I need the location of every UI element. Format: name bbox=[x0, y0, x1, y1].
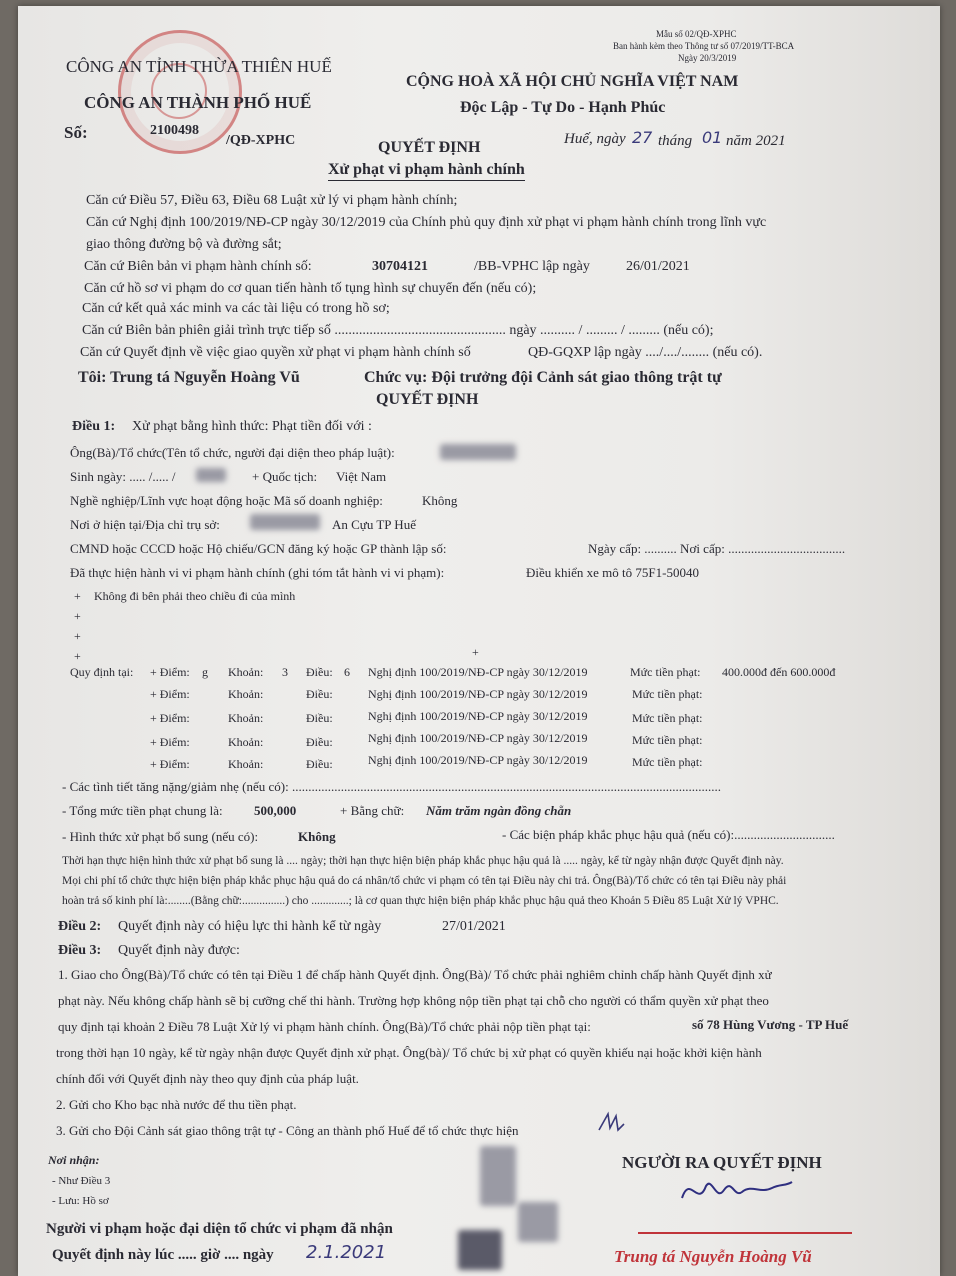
occupation-value: Không bbox=[422, 493, 458, 508]
reg-3-dieu-label: Điều: bbox=[306, 711, 333, 725]
reg-5-decree: Nghị định 100/2019/NĐ-CP ngày 30/12/2019 bbox=[368, 753, 588, 767]
id-label: CMND hoặc CCCD hoặc Hộ chiếu/GCN đăng ký hoặc GP thành lập số: bbox=[70, 541, 447, 556]
signature-underline bbox=[638, 1232, 852, 1234]
plus-4: + bbox=[74, 649, 81, 663]
reg-3-khoan-label: Khoản: bbox=[228, 711, 264, 725]
nationality-label: + Quốc tịch: bbox=[252, 469, 318, 484]
reg-4-dieu-label: Điều: bbox=[306, 735, 333, 749]
basis-line-7: Căn cứ Quyết định về việc giao quyền xử phạt vi phạm hành chính số bbox=[80, 345, 471, 360]
article-2-text: Quyết định này có hiệu lực thi hành kể từ ngày bbox=[118, 919, 382, 934]
report-number: 30704121 bbox=[372, 259, 428, 274]
recipients-label: Nơi nhận: bbox=[48, 1153, 100, 1167]
article-3-line-6: 2. Gửi cho Kho bạc nhà nước để thu tiền phạt. bbox=[56, 1097, 297, 1112]
reg-3-muc-label: Mức tiền phạt: bbox=[632, 711, 703, 725]
circumstances: - Các tình tiết tăng nặng/giảm nhẹ (nếu có): .................................................................................................................................... bbox=[62, 779, 721, 794]
article-3-text: Quyết định này được: bbox=[118, 943, 240, 958]
basis-line-1: Căn cứ Điều 57, Điều 63, Điều 68 Luật xử lý vi phạm hành chính; bbox=[86, 193, 458, 208]
reg-4-diem-label: + Điểm: bbox=[150, 735, 190, 749]
reg-2-decree: Nghị định 100/2019/NĐ-CP ngày 30/12/2019 bbox=[368, 687, 588, 701]
cost-text-1: Mọi chi phí tổ chức thực hiện biện pháp khắc phục hậu quả do cá nhân/tổ chức vi phạm có tên tại Điều này chi trả. Ông(Bà)/Tổ chức có tên tại Điều này phải bbox=[62, 875, 787, 887]
redacted-address bbox=[250, 514, 320, 530]
reg-1-dieu-label: Điều: bbox=[306, 665, 333, 679]
reg-1-khoan: 3 bbox=[282, 665, 288, 679]
reg-3-diem-label: + Điểm: bbox=[150, 711, 190, 725]
reg-2-khoan-label: Khoản: bbox=[228, 687, 264, 701]
decision-heading: QUYẾT ĐỊNH bbox=[376, 391, 479, 408]
violation-label: Đã thực hiện hành vi vi phạm hành chính (ghi tóm tắt hành vi vi phạm): bbox=[70, 565, 445, 580]
basis-line-2a: Căn cứ Nghị định 100/2019/NĐ-CP ngày 30/12/2019 của Chính phủ quy định xử phạt vi phạm hành chính trong lĩnh vực bbox=[86, 215, 767, 230]
so-number: 2100498 bbox=[150, 123, 199, 138]
official-name: Tôi: Trung tá Nguyễn Hoàng Vũ bbox=[78, 369, 300, 386]
basis-line-5: Căn cứ kết quả xác minh va các tài liệu có trong hồ sơ; bbox=[82, 301, 390, 316]
so-label: Số: bbox=[64, 123, 88, 142]
redacted-block-3 bbox=[458, 1230, 502, 1270]
in-words-label: + Bằng chữ: bbox=[340, 803, 405, 818]
plus-2: + bbox=[74, 609, 81, 623]
signer-stamp-name: Trung tá Nguyễn Hoàng Vũ bbox=[614, 1247, 812, 1266]
form-date: Ngày 20/3/2019 bbox=[678, 53, 737, 63]
nationality-value: Việt Nam bbox=[336, 469, 387, 484]
redacted-block-1 bbox=[480, 1146, 516, 1206]
month-label: tháng bbox=[658, 133, 693, 149]
reg-1-muc: 400.000đ đến 600.000đ bbox=[722, 665, 836, 679]
article-3-line-7: 3. Gửi cho Đội Cảnh sát giao thông trật tự - Công an thành phố Huế để tổ chức thực hiện bbox=[56, 1123, 519, 1138]
article-3-line-3: quy định tại khoản 2 Điều 78 Luật Xử lý vi phạm hành chính. Ông(Bà)/Tổ chức phải nộp tiền phạt tại: bbox=[58, 1019, 591, 1034]
basis-line-3: Căn cứ Biên bản vi phạm hành chính số: bbox=[84, 259, 312, 274]
address-value: An Cựu TP Huế bbox=[332, 517, 416, 532]
article-3-line-4: trong thời hạn 10 ngày, kể từ ngày nhận được Quyết định xử phạt. Ông(bà)/ Tổ chức bị xử phạt có quyền khiếu nại hoặc khởi kiện hành bbox=[56, 1045, 762, 1060]
recipient-1: - Như Điều 3 bbox=[52, 1175, 111, 1187]
article-1-text: Xử phạt bằng hình thức: Phạt tiền đối với : bbox=[132, 419, 372, 434]
address-label: Nơi ở hiện tại/Địa chỉ trụ sở: bbox=[70, 517, 220, 532]
received-time-label: Quyết định này lúc ..... giờ .... ngày bbox=[52, 1247, 274, 1263]
remedial-measures: - Các biện pháp khắc phục hậu quả (nếu có):............................... bbox=[502, 827, 835, 842]
total-fine-label: - Tổng mức tiền phạt chung là: bbox=[62, 803, 223, 818]
doc-title: QUYẾT ĐỊNH bbox=[378, 139, 481, 156]
article-1-label: Điều 1: bbox=[72, 419, 116, 434]
article-3-line-1: 1. Giao cho Ông(Bà)/Tổ chức có tên tại Điều 1 để chấp hành Quyết định. Ông(Bà)/ Tổ chức phải nghiêm chỉnh chấp hành Quyết định xử bbox=[58, 967, 772, 982]
basis-line-3-rest: /BB-VPHC lập ngày bbox=[474, 259, 590, 274]
reg-4-khoan-label: Khoản: bbox=[228, 735, 264, 749]
in-words-value: Năm trăm ngàn đồng chẵn bbox=[426, 803, 572, 818]
deadline-text: Thời hạn thực hiện hình thức xử phạt bổ sung là .... ngày; thời hạn thực hiện biện pháp khắc phục hậu quả là ..... ngày, kể từ ngày nhận được Quyết định này. bbox=[62, 855, 784, 867]
basis-line-2b: giao thông đường bộ và đường sắt; bbox=[86, 237, 282, 252]
agency-province: CÔNG AN TỈNH THỪA THIÊN HUẾ bbox=[66, 57, 332, 76]
reg-5-dieu-label: Điều: bbox=[306, 757, 333, 771]
vehicle-info: Điều khiển xe mô tô 75F1-50040 bbox=[526, 565, 699, 580]
basis-line-6: Căn cứ Biên bản phiên giải trình trực tiếp số ................................................. ngày .......... / ......... / ......... (nếu có); bbox=[82, 323, 714, 338]
plus-5: + bbox=[472, 645, 479, 659]
republic-title: CỘNG HOÀ XÃ HỘI CHỦ NGHĨA VIỆT NAM bbox=[406, 73, 739, 90]
reg-5-muc-label: Mức tiền phạt: bbox=[632, 755, 703, 769]
effective-date: 27/01/2021 bbox=[442, 919, 506, 934]
reg-3-decree: Nghị định 100/2019/NĐ-CP ngày 30/12/2019 bbox=[368, 709, 588, 723]
article-3-label: Điều 3: bbox=[58, 943, 102, 958]
redacted-dob bbox=[196, 468, 226, 482]
article-3-line-2: phạt này. Nếu không chấp hành sẽ bị cưỡng chế thi hành. Trường hợp không nộp tiền phạt tại chỗ cho người có thẩm quyền xử phạt theo bbox=[58, 993, 769, 1008]
redacted-name bbox=[440, 444, 516, 460]
reg-4-decree: Nghị định 100/2019/NĐ-CP ngày 30/12/2019 bbox=[368, 731, 588, 745]
recipient-2: - Lưu: Hồ sơ bbox=[52, 1195, 109, 1207]
reg-5-khoan-label: Khoản: bbox=[228, 757, 264, 771]
issue-year: năm 2021 bbox=[726, 133, 786, 149]
doc-subtitle: Xử phạt vi phạm hành chính bbox=[328, 162, 525, 181]
additional-penalty-label: - Hình thức xử phạt bổ sung (nếu có): bbox=[62, 829, 259, 844]
cost-text-2: hoàn trả số kinh phí là:........(Bằng chữ:...............) cho .............; là cơ quan thực hiện biện pháp khắc phục hậu quả theo Khoản 5 Điều 85 Luật Xử lý VPHC. bbox=[62, 895, 779, 907]
issue-day: 27 bbox=[632, 128, 653, 147]
decision-document bbox=[18, 6, 940, 1276]
reg-1-khoan-label: Khoản: bbox=[228, 665, 264, 679]
reg-1-decree: Nghị định 100/2019/NĐ-CP ngày 30/12/2019 bbox=[368, 665, 588, 679]
reg-1-muc-label: Mức tiền phạt: bbox=[630, 665, 701, 679]
plus-3: + bbox=[74, 629, 81, 643]
form-number: Mẫu số 02/QĐ-XPHC bbox=[656, 29, 737, 39]
official-position: Chức vụ: Đội trưởng đội Cảnh sát giao thông trật tự bbox=[364, 369, 722, 386]
plus-1: + bbox=[74, 589, 81, 603]
reg-1-diem: g bbox=[202, 665, 208, 679]
reg-4-muc-label: Mức tiền phạt: bbox=[632, 733, 703, 747]
article-2-label: Điều 2: bbox=[58, 919, 102, 934]
redacted-block-2 bbox=[518, 1202, 558, 1242]
reg-1-dieu: 6 bbox=[344, 665, 350, 679]
issue-info: Ngày cấp: .......... Nơi cấp: .................................... bbox=[588, 541, 846, 556]
reg-5-diem-label: + Điểm: bbox=[150, 757, 190, 771]
reg-2-dieu-label: Điều: bbox=[306, 687, 333, 701]
violator-received-label: Người vi phạm hoặc đại diện tổ chức vi phạm đã nhận bbox=[46, 1221, 393, 1237]
reg-2-diem-label: + Điểm: bbox=[150, 687, 190, 701]
agency-city: CÔNG AN THÀNH PHỐ HUẾ bbox=[84, 93, 312, 112]
person-label: Ông(Bà)/Tổ chức(Tên tổ chức, người đại diện theo pháp luật): bbox=[70, 445, 395, 460]
initials-mark bbox=[596, 1110, 626, 1136]
motto: Độc Lập - Tự Do - Hạnh Phúc bbox=[460, 99, 666, 116]
report-date: 26/01/2021 bbox=[626, 259, 690, 274]
so-suffix: /QĐ-XPHC bbox=[226, 133, 296, 148]
reg-1-diem-label: + Điểm: bbox=[150, 665, 190, 679]
reg-2-muc-label: Mức tiền phạt: bbox=[632, 687, 703, 701]
form-circular: Ban hành kèm theo Thông tư số 07/2019/TT-BCA bbox=[613, 41, 795, 51]
total-fine-value: 500,000 bbox=[254, 803, 297, 818]
received-date: 2.1.2021 bbox=[306, 1242, 387, 1263]
article-3-line-5: chính đối với Quyết định này theo quy định của pháp luật. bbox=[56, 1071, 359, 1086]
basis-line-7-rest: QĐ-GQXP lập ngày ..../..../........ (nếu có). bbox=[528, 345, 763, 360]
additional-penalty-value: Không bbox=[298, 829, 336, 844]
violation-description: Không đi bên phải theo chiều đi của mình bbox=[94, 589, 296, 603]
regs-label: Quy định tại: bbox=[70, 665, 134, 679]
signature bbox=[676, 1168, 796, 1214]
occupation-label: Nghề nghiệp/Lĩnh vực hoạt động hoặc Mã số doanh nghiệp: bbox=[70, 493, 383, 508]
place-date-label: Huế, ngày bbox=[564, 131, 626, 147]
basis-line-4: Căn cứ hồ sơ vi phạm do cơ quan tiến hành tố tụng hình sự chuyển đến (nếu có); bbox=[84, 281, 537, 296]
dob-label: Sinh ngày: ..... /..... / bbox=[70, 469, 176, 484]
issue-month: 01 bbox=[702, 128, 723, 147]
payment-place: số 78 Hùng Vương - TP Huế bbox=[692, 1017, 849, 1032]
issuer-title: NGƯỜI RA QUYẾT ĐỊNH bbox=[622, 1153, 822, 1172]
